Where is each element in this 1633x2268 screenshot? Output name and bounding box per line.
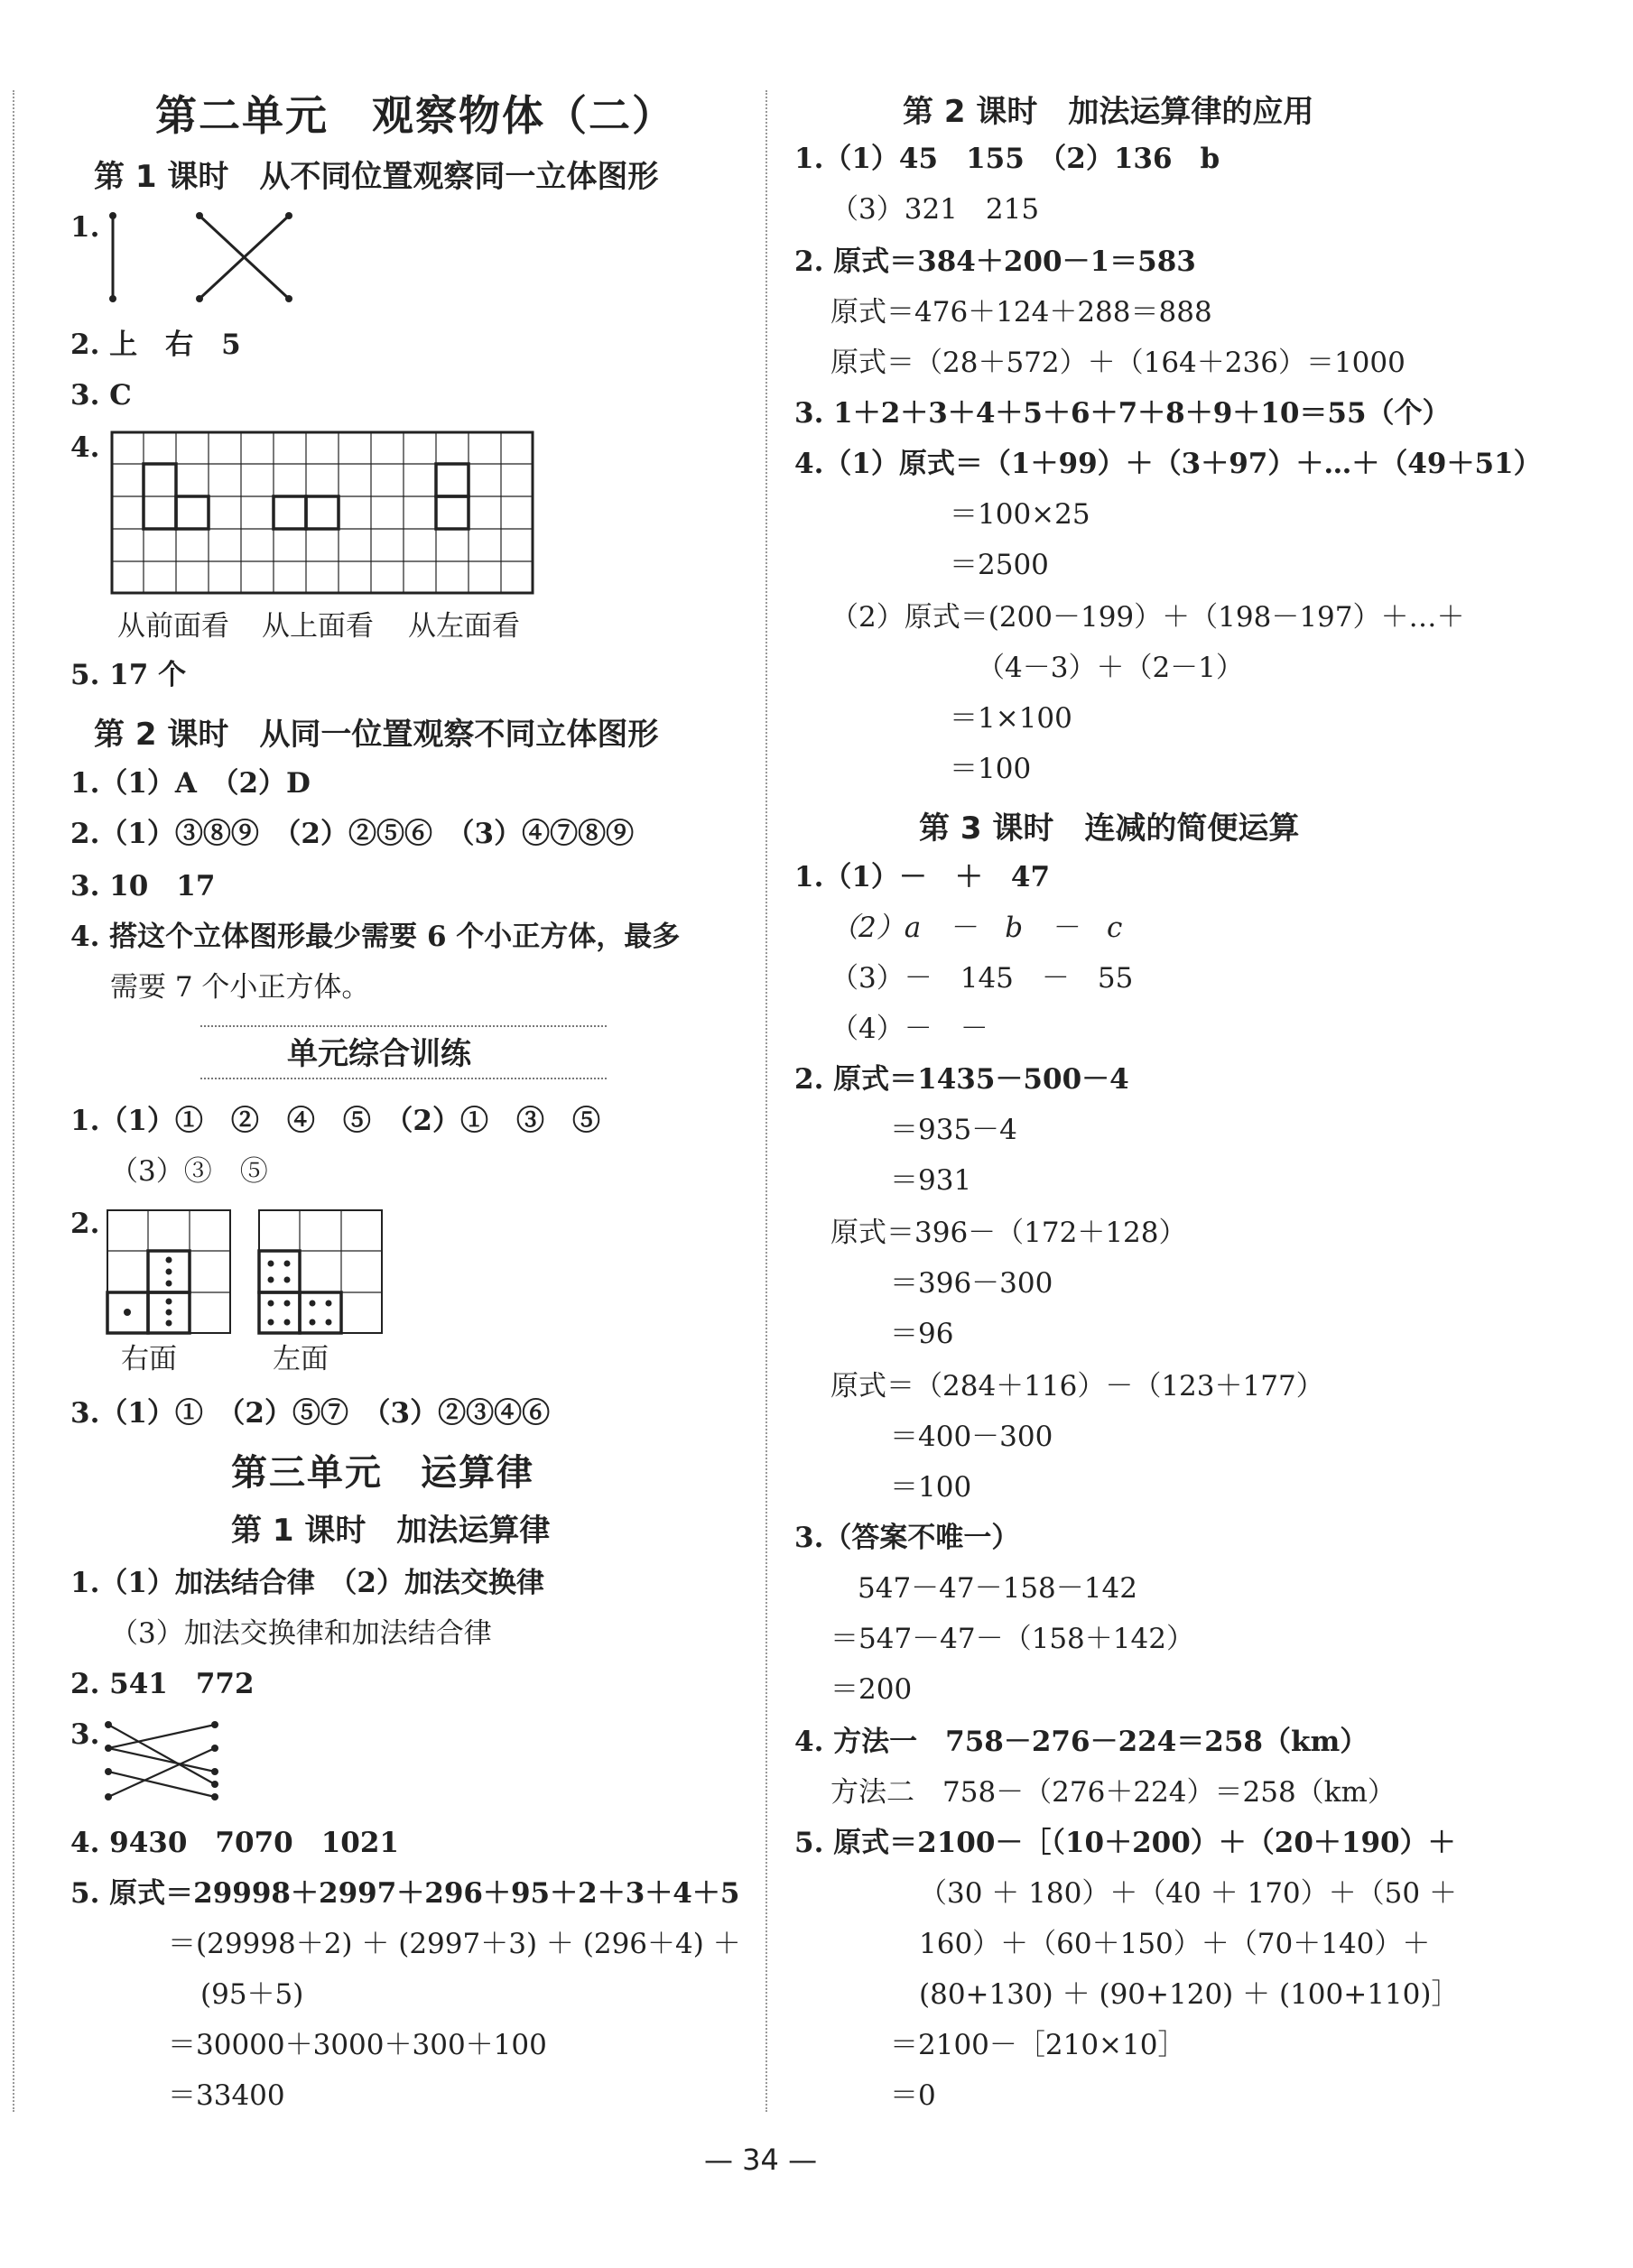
r-l3-q5-line2: （30 ＋ 180）＋（40 ＋ 170）＋（50 ＋ [919,1877,1457,1910]
r-l3-q5-line3: 160）＋（60＋150）＋（70＋140）＋ [919,1928,1431,1960]
l2-q2: 2.（1）③⑧⑨ （2）②⑤⑥ （3）④⑦⑧⑨ [70,818,635,850]
r-l2-q2-line2: 原式＝476＋124＋288＝888 [830,296,1212,329]
q4-view-grid [111,431,535,596]
r-l3-q5-line4: (80+130) ＋ (90+120) ＋ (100+110)］ [919,1978,1460,2011]
r-l3-q1-line3: （3）－ 145 － 55 [830,962,1134,995]
r-l2-q1-line1: 1.（1）45 155 （2）136 b [794,143,1220,175]
review-title-bottom-rule [200,1078,607,1079]
u3-q5-line1: 5. 原式＝29998＋2997＋296＋95＋2＋3＋4＋5 [70,1877,740,1910]
r-l3-q2-line5: ＝396－300 [890,1267,1053,1300]
r-l3-q4-line2: 方法二 758－（276＋224）＝258（km） [830,1776,1396,1809]
l2-q4-line2: 需要 7 个小正方体。 [110,971,370,1004]
l2-q3: 3. 10 17 [70,870,216,903]
q5-answer: 5. 17 个 [70,659,187,691]
r-l2-q2-line1: 2. 原式＝384＋200－1＝583 [794,245,1196,278]
r-l3-q2-line3: ＝931 [890,1164,972,1197]
r-q3: 3.（1）① （2）⑤⑦ （3）②③④⑥ [70,1397,551,1430]
lesson2-title: 第 2 课时 从同一位置观察不同立体图形 [94,717,659,753]
u3-q2: 2. 541 772 [70,1668,255,1700]
u3-q5-line4: ＝30000＋3000＋300＋100 [168,2029,547,2061]
r-l3-q1-line4: （4）－ － [830,1013,988,1045]
r-lesson3-title: 第 3 课时 连减的简便运算 [919,810,1300,847]
r-l2-q4-line4: （2）原式＝(200－199）＋（198－197）＋…＋ [830,601,1465,634]
q4-caption-top: 从上面看 [262,610,374,643]
r-l3-q5-line1: 5. 原式＝2100－［（10＋200）＋（20＋190）＋ [794,1827,1456,1859]
page-number: — 34 — [704,2143,818,2177]
r-l2-q4-line1: 4.（1）原式＝（1＋99）＋（3＋97）＋…＋（49＋51） [794,448,1542,480]
r-l3-q3-line3: ＝547－47－（158＋142） [830,1623,1194,1655]
r-l2-q4-line5: （4－3）＋（2－1） [977,652,1244,684]
u3-q5-line3: (95＋5) [200,1978,304,2011]
r-l3-q5-line5: ＝2100－［210×10］ [890,2029,1186,2061]
r-lesson2-title: 第 2 课时 加法运算律的应用 [903,94,1314,130]
review-title: 单元综合训练 [287,1036,471,1072]
unit3-title: 第三单元 运算律 [231,1452,534,1494]
q2-answer: 2. 上 右 5 [70,329,241,361]
unit2-title: 第二单元 观察物体（二） [155,91,675,140]
r-l2-q4-line6: ＝1×100 [950,702,1072,735]
r-l2-q4-line2: ＝100×25 [950,498,1090,531]
u3-q3-number: 3. [70,1718,100,1751]
u3-q5-line2: ＝(29998＋2) ＋ (2997＋3) ＋ (296＋4) ＋ [168,1928,741,1960]
review-title-top-rule [200,1025,607,1027]
q1-number: 1. [70,211,100,244]
r-l2-q1-line2: （3）321 215 [830,193,1040,226]
r-q2-number: 2. [70,1208,100,1240]
q1-line-figures [104,212,302,307]
u3-q3-matching-lines [101,1719,223,1805]
u3-q1-line1: 1.（1）加法结合律 （2）加法交换律 [70,1567,545,1599]
lesson1-title: 第 1 课时 从不同位置观察同一立体图形 [94,159,659,195]
r-l3-q2-line2: ＝935－4 [890,1114,1017,1146]
q4-caption-left: 从左面看 [408,610,520,643]
r-l2-q3: 3. 1＋2＋3＋4＋5＋6＋7＋8＋9＋10＝55（个） [794,397,1451,430]
r-l3-q2-line7: 原式＝（284＋116）－（123＋177） [830,1370,1324,1402]
r-q2-caption-left: 左面 [273,1343,329,1375]
r-l3-q2-line1: 2. 原式＝1435－500－4 [794,1063,1129,1096]
r-l3-q2-line6: ＝96 [890,1318,954,1350]
r-l3-q3-line1: 3.（答案不唯一） [794,1522,1020,1554]
r-l2-q4-line3: ＝2500 [950,549,1049,581]
r-l3-q4-line1: 4. 方法一 758－276－224＝258（km） [794,1726,1369,1758]
r-l3-q3-line4: ＝200 [830,1673,913,1706]
left-margin-line [13,90,14,2112]
r-l2-q4-line7: ＝100 [950,753,1032,785]
r-l3-q2-line9: ＝100 [890,1471,972,1504]
r-l3-q1-line2: （2）a － b － c [830,912,1123,944]
r-q1-line1: 1.（1）① ② ④ ⑤ （2）① ③ ⑤ [70,1105,601,1137]
r-q1-line2: （3）③ ⑤ [110,1155,268,1188]
r-q2-right-view [107,1209,233,1336]
u3-q5-line5: ＝33400 [168,2079,285,2112]
r-l3-q5-line6: ＝0 [890,2079,936,2112]
l2-q4-line1: 4. 搭这个立体图形最少需要 6 个小正方体，最多 [70,921,681,953]
u3-q1-line2: （3）加法交换律和加法结合律 [110,1617,492,1650]
r-q2-caption-right: 右面 [121,1343,177,1375]
l2-q1: 1.（1）A （2）D [70,767,311,800]
r-l3-q1-line1: 1.（1）－ ＋ 47 [794,861,1051,893]
r-l3-q3-line2: 547－47－158－142 [858,1572,1137,1605]
column-divider [765,90,767,2112]
r-l3-q2-line8: ＝400－300 [890,1421,1053,1453]
u3-lesson1-title: 第 1 课时 加法运算律 [231,1513,551,1549]
u3-q4: 4. 9430 7070 1021 [70,1827,399,1859]
q3-answer: 3. C [70,379,132,412]
r-l2-q2-line3: 原式＝（28＋572）＋（164＋236）＝1000 [830,347,1406,379]
r-q2-left-view [258,1209,385,1336]
q4-number: 4. [70,431,100,464]
r-l3-q2-line4: 原式＝396－（172＋128） [830,1217,1187,1249]
q4-caption-front: 从前面看 [117,610,229,643]
